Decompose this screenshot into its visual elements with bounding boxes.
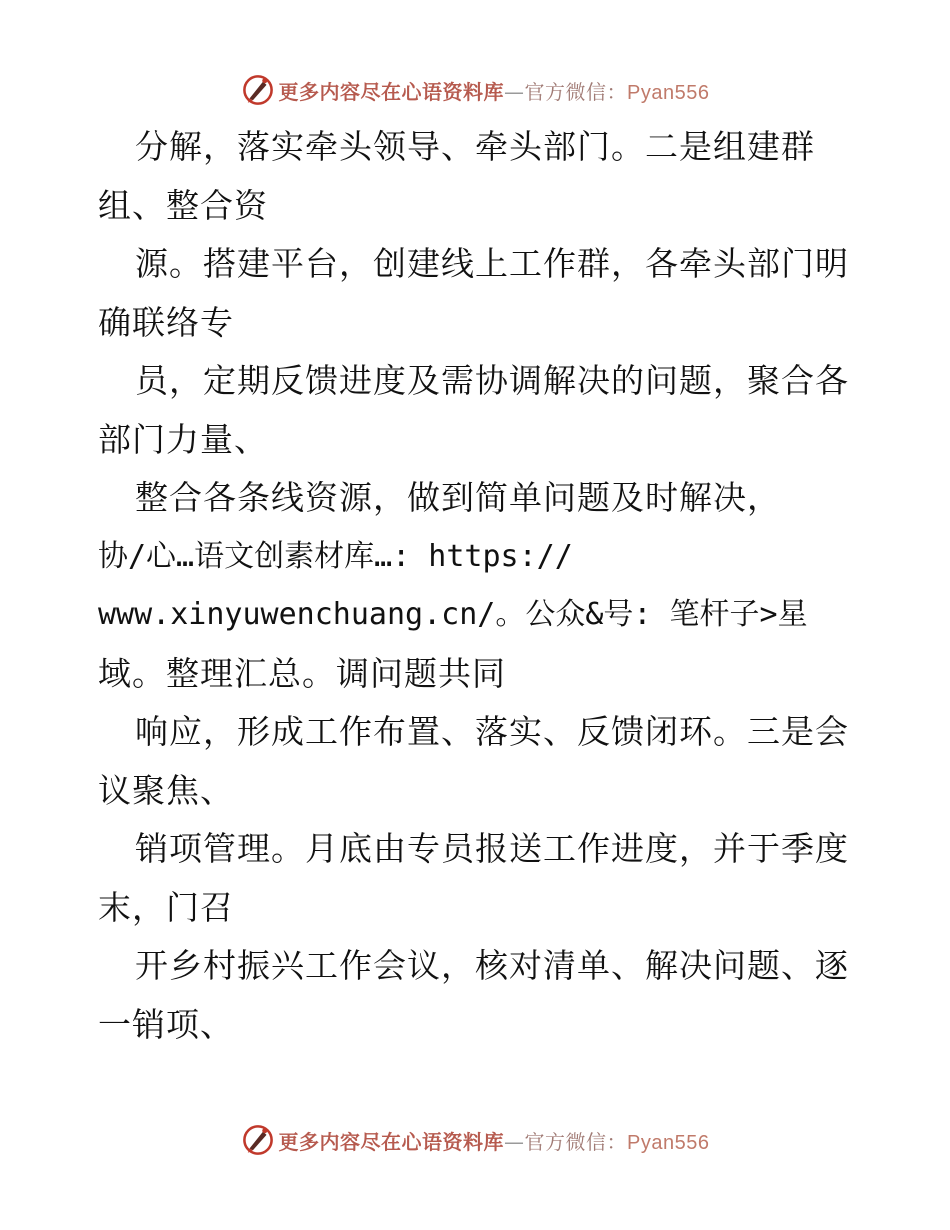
header-watermark [0,70,950,110]
body-line-url: www.xinyuwenchuang.cn/。公众&号: 笔杆子>星 [98,597,808,632]
pen-logo-icon [241,1123,275,1157]
footer-wechat-id: Pyan556 [627,1131,710,1154]
body-line: 一销项、 [98,1004,234,1044]
body-line: 确联络专 [98,302,234,342]
footer-wechat-label: 官方微信： [524,1129,628,1154]
header-wechat-label: 官方微信： [524,79,628,104]
body-line: 员，定期反馈进度及需协调解决的问题，聚合各 [135,361,849,400]
body-line: 议聚焦、 [98,770,234,810]
document-body [98,118,858,1054]
body-line: 响应，形成工作布置、落实、反馈闭环。三是会 [135,712,849,751]
header-wechat-id: Pyan556 [627,81,710,104]
header-separator: — [504,79,525,104]
body-line: 开乡村振兴工作会议，核对清单、解决问题、逐 [135,946,849,985]
body-line: 域。整理汇总。调问题共同 [98,653,506,693]
body-line: 部门力量、 [98,419,268,459]
body-line-url: 协/心…语文创素材库…: https:// [98,538,573,574]
body-line: 末，门召 [98,887,234,927]
footer-site-text: 更多内容尽在心语资料库 [278,1129,505,1154]
footer-watermark [0,1120,950,1160]
body-line: 源。搭建平台，创建线上工作群，各牵头部门明 [135,244,849,283]
pen-logo-icon [241,73,275,107]
body-line: 销项管理。月底由专员报送工作进度，并于季度 [135,829,849,868]
body-line: 组、整合资 [98,185,268,225]
body-line: 整合各条线资源，做到简单问题及时解决， [135,478,781,517]
body-line: 分解，落实牵头领导、牵头部门。二是组建群 [135,127,815,166]
header-site-text: 更多内容尽在心语资料库 [278,79,505,104]
footer-separator: — [504,1129,525,1154]
